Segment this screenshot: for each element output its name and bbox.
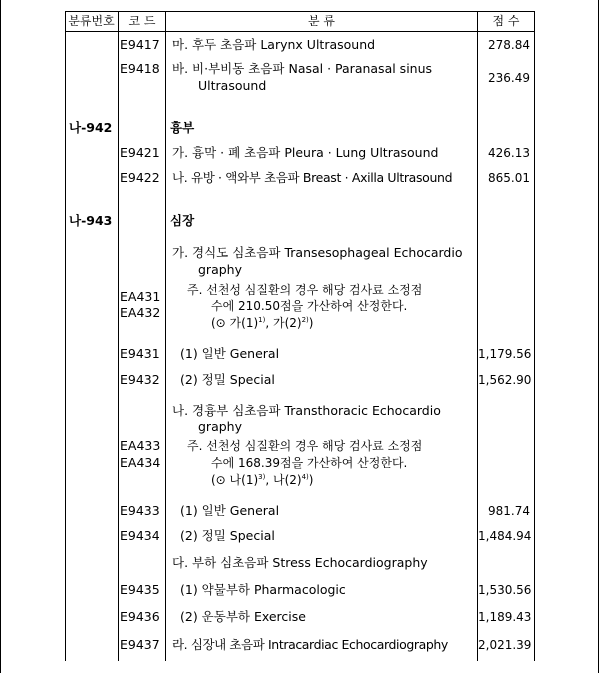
score-cell: 1,562.90 — [478, 373, 532, 387]
note-reference-b: , 나(2) — [265, 473, 302, 487]
score-cell: 865.01 — [488, 171, 530, 185]
note-reference-c: ) — [308, 473, 314, 487]
footnote-marker: 3) — [258, 473, 266, 481]
score-cell: 1,484.94 — [478, 529, 532, 543]
code-cell: E9436 — [120, 609, 160, 624]
score-cell: 278.84 — [488, 38, 530, 52]
score-cell: 426.13 — [488, 146, 530, 160]
score-cell: 1,530.56 — [478, 583, 532, 597]
column-divider-code — [118, 11, 119, 661]
code-cell: E9435 — [120, 582, 160, 597]
note-line: 수에 168.39점을 가산하여 산정한다. — [211, 456, 408, 470]
subsection-title: 다. 부하 심초음파 Stress Echocardiography — [172, 555, 428, 570]
table-left-border — [65, 11, 66, 661]
note-reference — [211, 472, 313, 488]
group-code: 나-942 — [69, 120, 113, 135]
score-cell: 2,021.39 — [478, 638, 532, 652]
subsection-title: 나. 경흉부 심초음파 Transthoracic Echocardio — [172, 403, 441, 418]
footnote-marker: 4) — [301, 473, 309, 481]
score-cell: 1,189.43 — [478, 610, 532, 624]
code-cell: E9418 — [120, 61, 160, 76]
group-code: 나-943 — [69, 213, 113, 228]
header-code-group: 분류번호 — [68, 14, 115, 28]
subsection-title-continued: graphy — [198, 262, 242, 277]
category-cell: (2) 운동부하 Exercise — [180, 609, 306, 624]
code-cell: EA433 — [120, 438, 161, 453]
code-cell: E9437 — [120, 637, 160, 652]
code-cell: E9431 — [120, 346, 160, 361]
subsection-title: 가. 경식도 심초음파 Transesophageal Echocardio — [172, 245, 463, 260]
category-cell: 나. 유방 · 액와부 초음파 Breast · Axilla Ultrasound — [172, 170, 453, 185]
category-cell: 가. 흉막 · 폐 초음파 Pleura · Lung Ultrasound — [172, 145, 439, 160]
code-cell: E9433 — [120, 503, 160, 518]
column-divider-score — [477, 11, 478, 661]
footnote-marker: 1) — [258, 316, 266, 324]
category-cell: 라. 심장내 초음파 Intracardiac Echocardiography — [172, 637, 448, 652]
code-cell: EA432 — [120, 305, 161, 320]
group-title: 심장 — [170, 213, 195, 228]
group-title: 흉부 — [170, 120, 195, 135]
code-cell: E9422 — [120, 170, 160, 185]
note-reference — [211, 315, 313, 331]
category-cell-continued: Ultrasound — [198, 78, 267, 93]
category-cell: (1) 일반 General — [180, 346, 280, 361]
code-cell: EA431 — [120, 289, 161, 304]
score-cell: 1,179.56 — [478, 347, 532, 361]
note-line: 수에 210.50점을 가산하여 산정한다. — [211, 299, 408, 313]
code-cell: E9432 — [120, 372, 160, 387]
code-cell: E9417 — [120, 37, 160, 52]
category-cell: (1) 약물부하 Pharmacologic — [180, 582, 346, 597]
category-cell: (2) 정밀 Special — [180, 372, 275, 387]
note-reference-a: (⊙ 가(1) — [211, 316, 259, 330]
note-reference-b: , 가(2) — [265, 316, 302, 330]
note-reference-c: ) — [308, 316, 314, 330]
category-cell: 마. 후두 초음파 Larynx Ultrasound — [172, 37, 376, 52]
subsection-title-continued: graphy — [198, 419, 242, 434]
header-score: 점 수 — [492, 14, 520, 28]
header-code: 코 드 — [128, 14, 156, 28]
category-cell: 바. 비·부비동 초음파 Nasal · Paranasal sinus — [172, 61, 433, 76]
code-cell: E9421 — [120, 145, 160, 160]
score-cell: 981.74 — [488, 504, 530, 518]
category-cell: (1) 일반 General — [180, 503, 280, 518]
code-cell: E9434 — [120, 528, 160, 543]
header-category: 분 류 — [308, 14, 335, 28]
category-cell: (2) 정밀 Special — [180, 528, 275, 543]
score-cell: 236.49 — [488, 71, 530, 85]
note-line: 주. 선천성 심질환의 경우 해당 검사료 소정점 — [187, 283, 423, 297]
note-reference-a: (⊙ 나(1) — [211, 473, 259, 487]
header-bottom-border — [65, 31, 535, 32]
column-divider-category — [165, 11, 166, 661]
footnote-marker: 2) — [301, 316, 309, 324]
table-right-border — [534, 11, 535, 661]
note-line: 주. 선천성 심질환의 경우 해당 검사료 소정점 — [187, 439, 423, 453]
code-cell: EA434 — [120, 455, 161, 470]
